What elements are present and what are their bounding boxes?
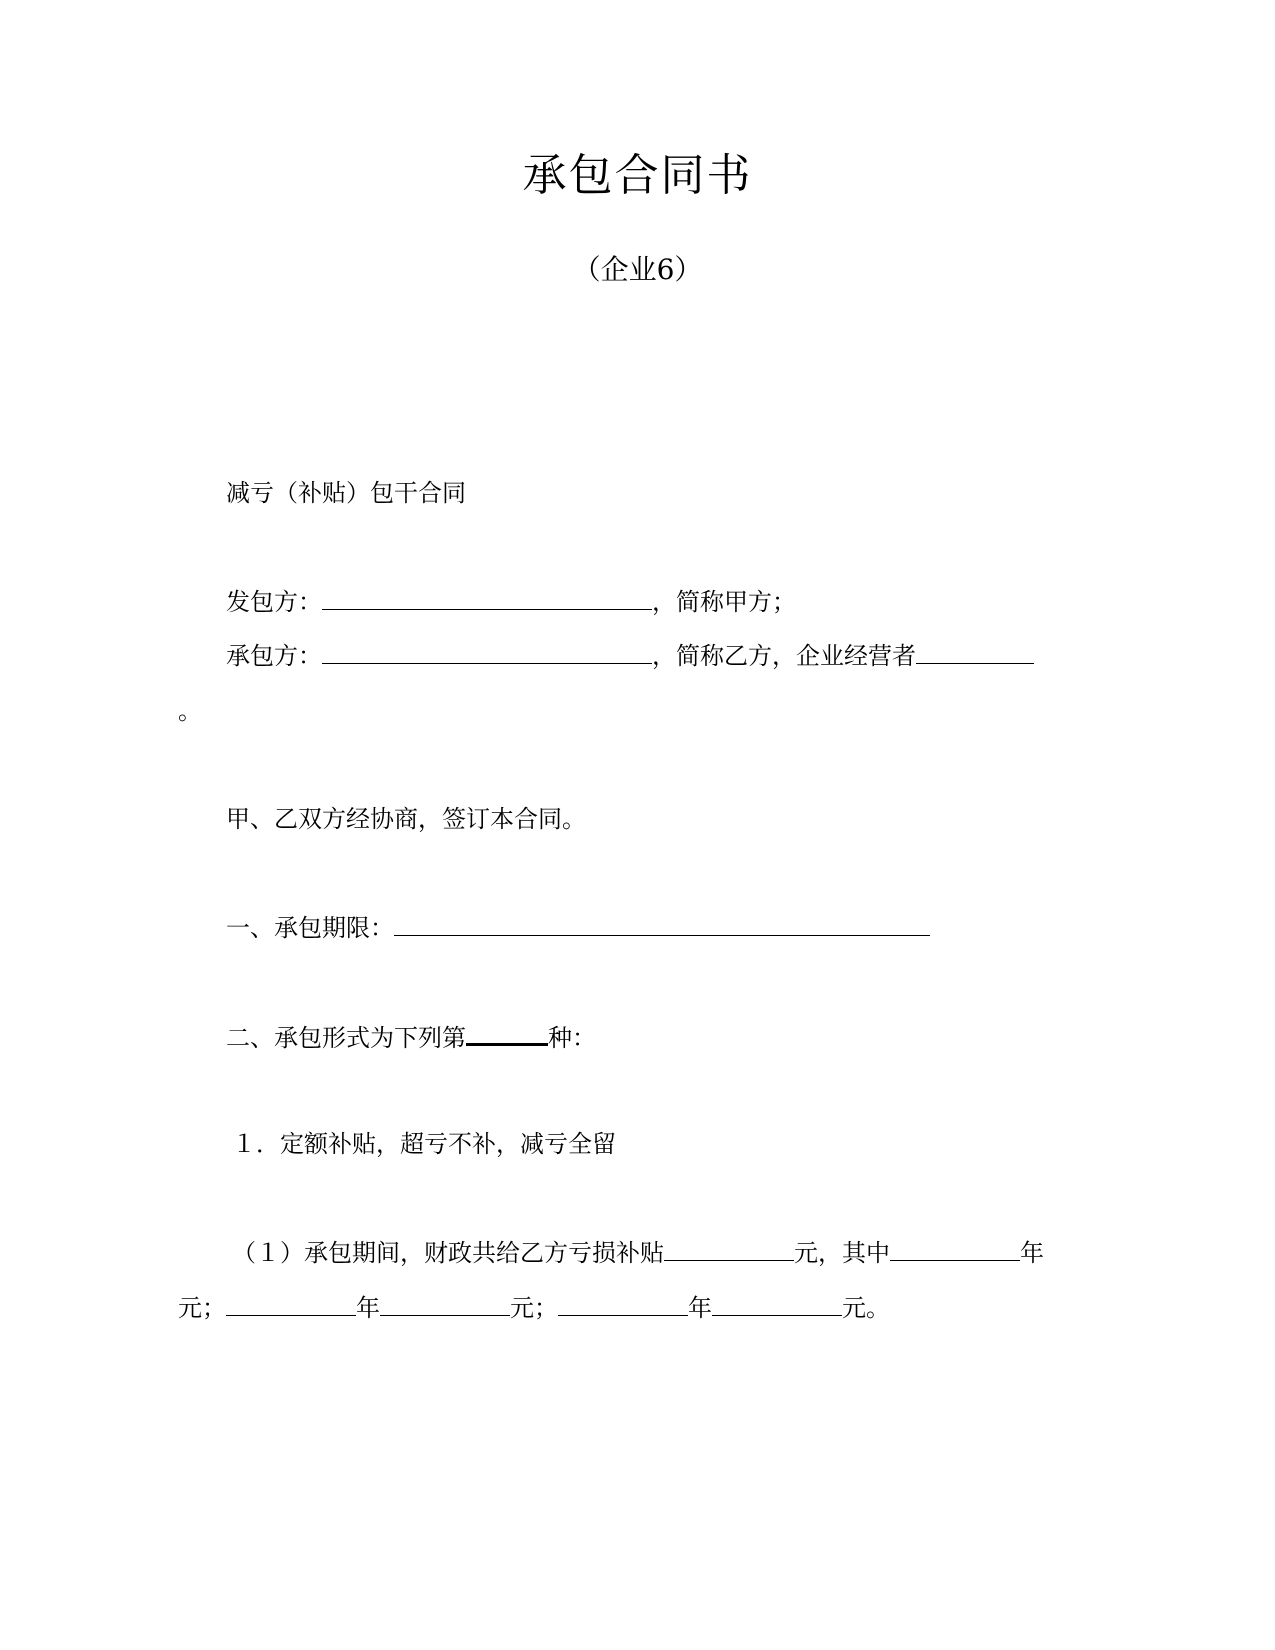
form-line (226, 1019, 596, 1055)
cont-year-1: 年 (356, 1294, 380, 1322)
party-b-suffix: ，简称乙方，企业经营者 (652, 642, 916, 670)
party-b-blank[interactable] (322, 639, 652, 664)
total-subsidy-blank[interactable] (664, 1236, 794, 1261)
party-a-suffix: ，简称甲方； (652, 588, 796, 616)
term-blank[interactable] (394, 911, 930, 936)
form-number-blank[interactable] (466, 1019, 548, 1046)
cont-yuan-2: 元； (510, 1294, 558, 1322)
party-a-blank[interactable] (322, 585, 652, 610)
party-b-end: 。 (178, 697, 202, 725)
sub-item-1-line (232, 1236, 1044, 1270)
form-suffix: 种： (548, 1024, 596, 1052)
party-a-label: 发包方： (226, 588, 322, 616)
amount-3-blank[interactable] (712, 1291, 842, 1316)
cont-yuan-1: 元； (178, 1294, 226, 1322)
sub-item-1-year: 年 (1020, 1239, 1044, 1267)
item-1: １．定额补贴，超亏不补，减亏全留 (232, 1130, 616, 1158)
term-line (226, 911, 930, 945)
cont-yuan-end: 元。 (842, 1294, 890, 1322)
year-3-blank[interactable] (558, 1291, 688, 1316)
manager-blank[interactable] (916, 639, 1034, 664)
party-b-label: 承包方： (226, 642, 322, 670)
year-1-blank[interactable] (890, 1236, 1020, 1261)
sub-item-1-continuation (178, 1291, 890, 1325)
amount-2-blank[interactable] (380, 1291, 510, 1316)
cont-year-2: 年 (688, 1294, 712, 1322)
document-title: 承包合同书 (522, 150, 753, 201)
term-label: 一、承包期限： (226, 914, 394, 942)
year-2-blank[interactable] (226, 1291, 356, 1316)
sub-item-1-yuan: 元，其中 (794, 1239, 890, 1267)
form-prefix: 二、承包形式为下列第 (226, 1024, 466, 1052)
party-a-line (226, 585, 796, 619)
sub-item-1-prefix: （１）承包期间，财政共给乙方亏损补贴 (232, 1239, 664, 1267)
party-b-line (226, 639, 1034, 673)
contract-type-heading: 减亏（补贴）包干合同 (226, 479, 466, 507)
agreement-line: 甲、乙双方经协商，签订本合同。 (226, 805, 586, 833)
document-subtitle: （企业6） (572, 253, 703, 286)
